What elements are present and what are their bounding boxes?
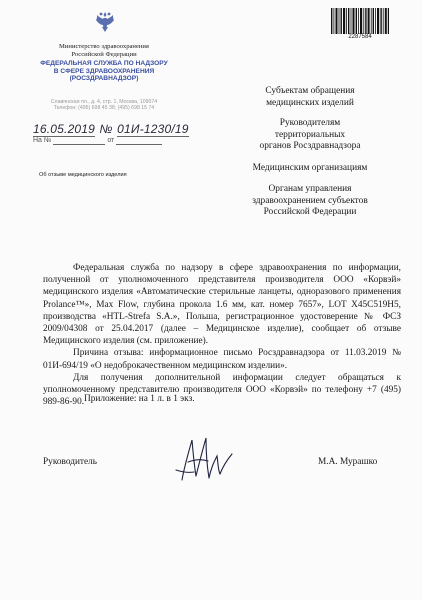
barcode: [330, 8, 390, 34]
agency-name: [20, 60, 188, 83]
reference-number-label: На №: [33, 137, 52, 144]
agency-line-1: ФЕДЕРАЛЬНАЯ СЛУЖБА ПО НАДЗОРУ: [40, 60, 168, 67]
address-line-1: Славянская пл., д. 4, стр. 1, Москва, 109074: [50, 99, 158, 105]
subject-line: Об отзыве медицинского изделия: [39, 172, 127, 178]
reg-date: 16.05.2019: [33, 122, 96, 136]
recipient-block-1: [235, 86, 385, 109]
reference-date-blank: [116, 137, 162, 145]
ministry-line-1: Министерство здравоохранения: [59, 43, 149, 50]
recipient-line: территориальных: [274, 129, 346, 140]
reference-line: [33, 137, 162, 145]
reference-date-label: от: [107, 137, 115, 144]
ministry-line-2: Российской Федерации: [71, 50, 137, 58]
agency-address: [20, 99, 188, 112]
body-paragraph-2: Причина отзыва: информационное письмо Росздравнадзора от 11.03.2019 № 01И-694/19 «О недоброкачественном медицинском изделии».: [43, 348, 401, 371]
registration-line: [33, 120, 193, 138]
reg-number: 01И-1230/19: [117, 122, 189, 136]
body-paragraph-1: Федеральная служба по надзору в сфере здравоохранения по информации, полученной от уполномоченного представителя производителя ООО «Корвэй» медицинского изделия «Автоматические стерильные ланцеты, одноразового применения Prolance™», Max Flow, глубина прокола 1.6 мм, кат. номер 7657», LOT X45C519H5, производства «HTL-Strefa S.A.», Польша, регистрационное удостоверение № ФСЗ 2009/04308 от 25.04.2017 (далее – Медицинское изделие), сообщает об отзыве Медицинского изделия (см. приложение).: [43, 263, 401, 347]
letter-body: [43, 262, 401, 408]
recipient-line: Медицинским организациям: [252, 163, 368, 173]
recipient-line: Российской Федерации: [263, 207, 357, 218]
recipient-line: органов Росздравнадзора: [259, 141, 361, 152]
agency-line-2: В СФЕРЕ ЗДРАВООХРАНЕНИЯ: [53, 67, 155, 75]
reference-number-blank: [53, 137, 105, 145]
recipient-line: Руководителям: [279, 118, 341, 128]
signatory-position: Руководитель: [43, 457, 97, 467]
recipient-block-3: [235, 163, 385, 175]
barcode-number: 2287584: [348, 34, 372, 40]
recipient-line: Субъектам обращения: [265, 86, 355, 96]
ministry-name: [20, 43, 188, 58]
recipient-block-4: [235, 184, 385, 219]
double-headed-eagle-emblem: [91, 8, 119, 36]
recipient-block-2: [235, 118, 385, 153]
agency-line-3: (РОСЗДРАВНАДЗОР): [69, 75, 139, 83]
recipient-line: здравоохранением субъектов: [252, 195, 368, 206]
body-paragraph-3: Для получения дополнительной информации следует обращаться к уполномоченному представителю производителя ООО «Корвэй» по телефону +7 (495) 989-86-90.: [43, 372, 401, 408]
recipient-line: Органам управления: [268, 184, 352, 194]
signatory-name: М.А. Мурашко: [318, 457, 378, 467]
reg-number-sign: №: [99, 122, 113, 136]
handwritten-signature: [168, 432, 238, 484]
phone-line: Телефон: (495) 698 45 38; (495) 698 15 74: [53, 105, 155, 112]
enclosure-note: Приложение: на 1 л. в 1 экз.: [84, 394, 195, 404]
recipient-line: медицинских изделий: [266, 97, 354, 108]
